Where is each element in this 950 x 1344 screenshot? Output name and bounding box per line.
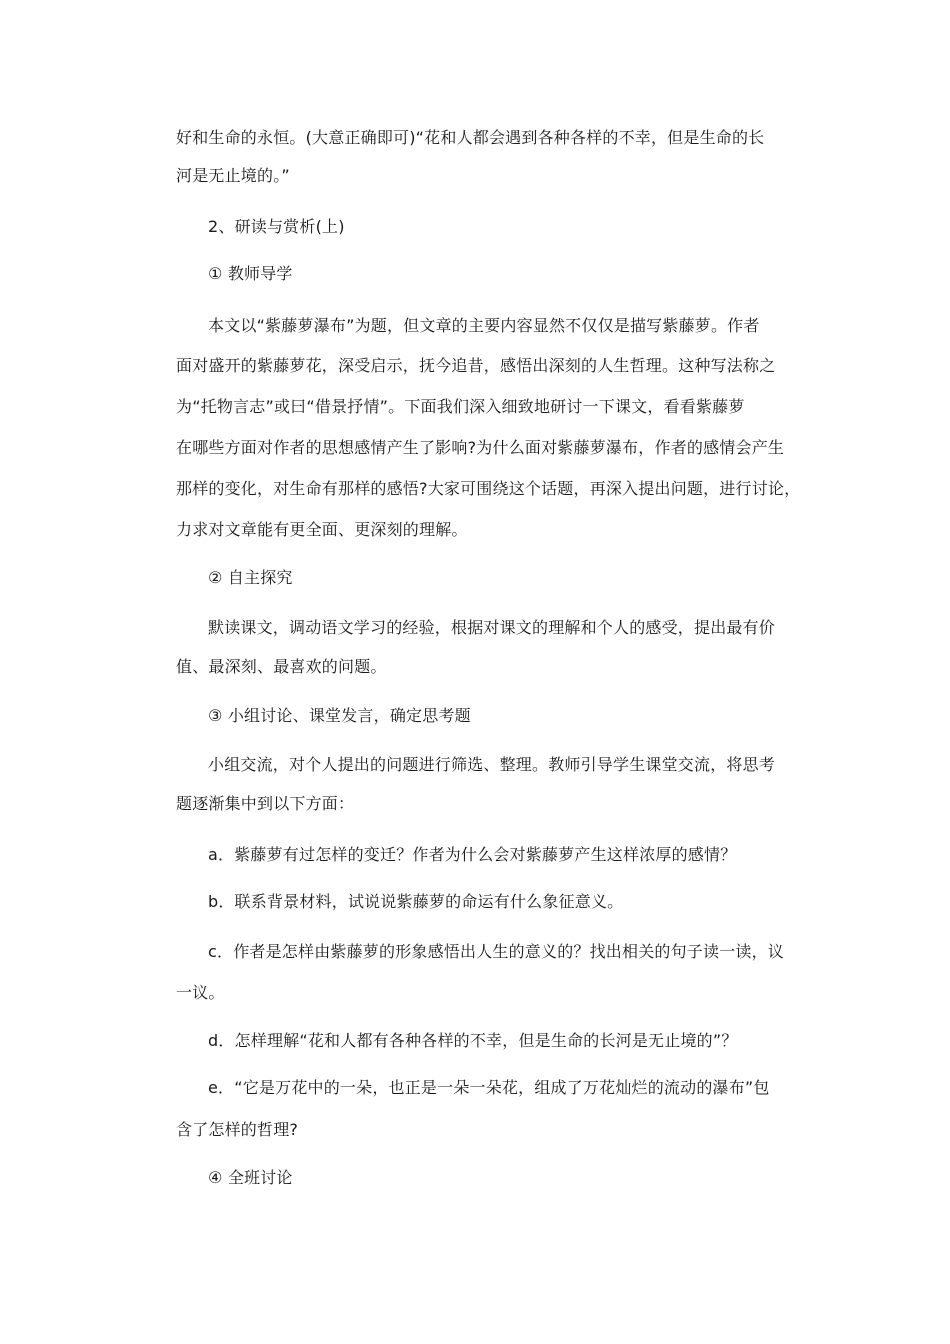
paragraph-line: 在哪些方面对作者的思想感情产生了影响?为什么面对紫藤萝瀑布，作者的感情会产生	[176, 438, 785, 457]
question-item: d．怎样理解“花和人都有各种各样的不幸，但是生命的长河是无止境的”？	[208, 1031, 738, 1050]
paragraph-line: 面对盛开的紫藤萝花，深受启示，抚今追昔，感悟出深刻的人生哲理。这种写法称之	[176, 356, 776, 375]
paragraph-line: 本文以“紫藤萝瀑布”为题，但文章的主要内容显然不仅仅是描写紫藤萝。作者	[208, 316, 760, 335]
paragraph-line: 题逐渐集中到以下方面：	[176, 794, 355, 813]
question-item-continuation: 含了怎样的哲理?	[176, 1120, 299, 1139]
section-heading: 2、研读与赏析(上)	[208, 217, 345, 236]
paragraph-line: 小组交流，对个人提出的问题进行筛选、整理。教师引导学生课堂交流，将思考	[208, 755, 776, 774]
paragraph-line: 好和生命的永恒。(大意正确即可)“花和人都会遇到各种各样的不幸，但是生命的长	[176, 128, 765, 147]
question-item: b．联系背景材料，试说说紫藤萝的命运有什么象征意义。	[208, 892, 624, 911]
question-item: c．作者是怎样由紫藤萝的形象感悟出人生的意义的？找出相关的句子读一读，议	[208, 942, 784, 961]
paragraph-line: 力求对文章能有更全面、更深刻的理解。	[176, 520, 468, 539]
question-item: e．“它是万花中的一朵，也正是一朵一朵花，组成了万花灿烂的流动的瀑布”包	[208, 1078, 770, 1097]
paragraph-line: 为“托物言志”或曰“借景抒情”。下面我们深入细致地研讨一下课文，看看紫藤萝	[176, 397, 745, 416]
paragraph-line: 河是无止境的。”	[176, 166, 290, 185]
subsection-heading: ④ 全班讨论	[208, 1168, 293, 1187]
subsection-heading: ③ 小组讨论、课堂发言，确定思考题	[208, 706, 471, 725]
question-item: a．紫藤萝有过怎样的变迁？作者为什么会对紫藤萝产生这样浓厚的感情？	[208, 845, 737, 864]
paragraph-line: 那样的变化，对生命有那样的感悟?大家可围绕这个话题，再深入提出问题，进行讨论，	[176, 479, 801, 498]
paragraph-line: 值、最深刻、最喜欢的问题。	[176, 657, 387, 676]
subsection-heading: ② 自主探究	[208, 568, 293, 587]
paragraph-line: 默读课文，调动语文学习的经验，根据对课文的理解和个人的感受，提出最有价	[208, 618, 776, 637]
question-item-continuation: 一议。	[176, 983, 225, 1002]
subsection-heading: ① 教师导学	[208, 264, 293, 283]
